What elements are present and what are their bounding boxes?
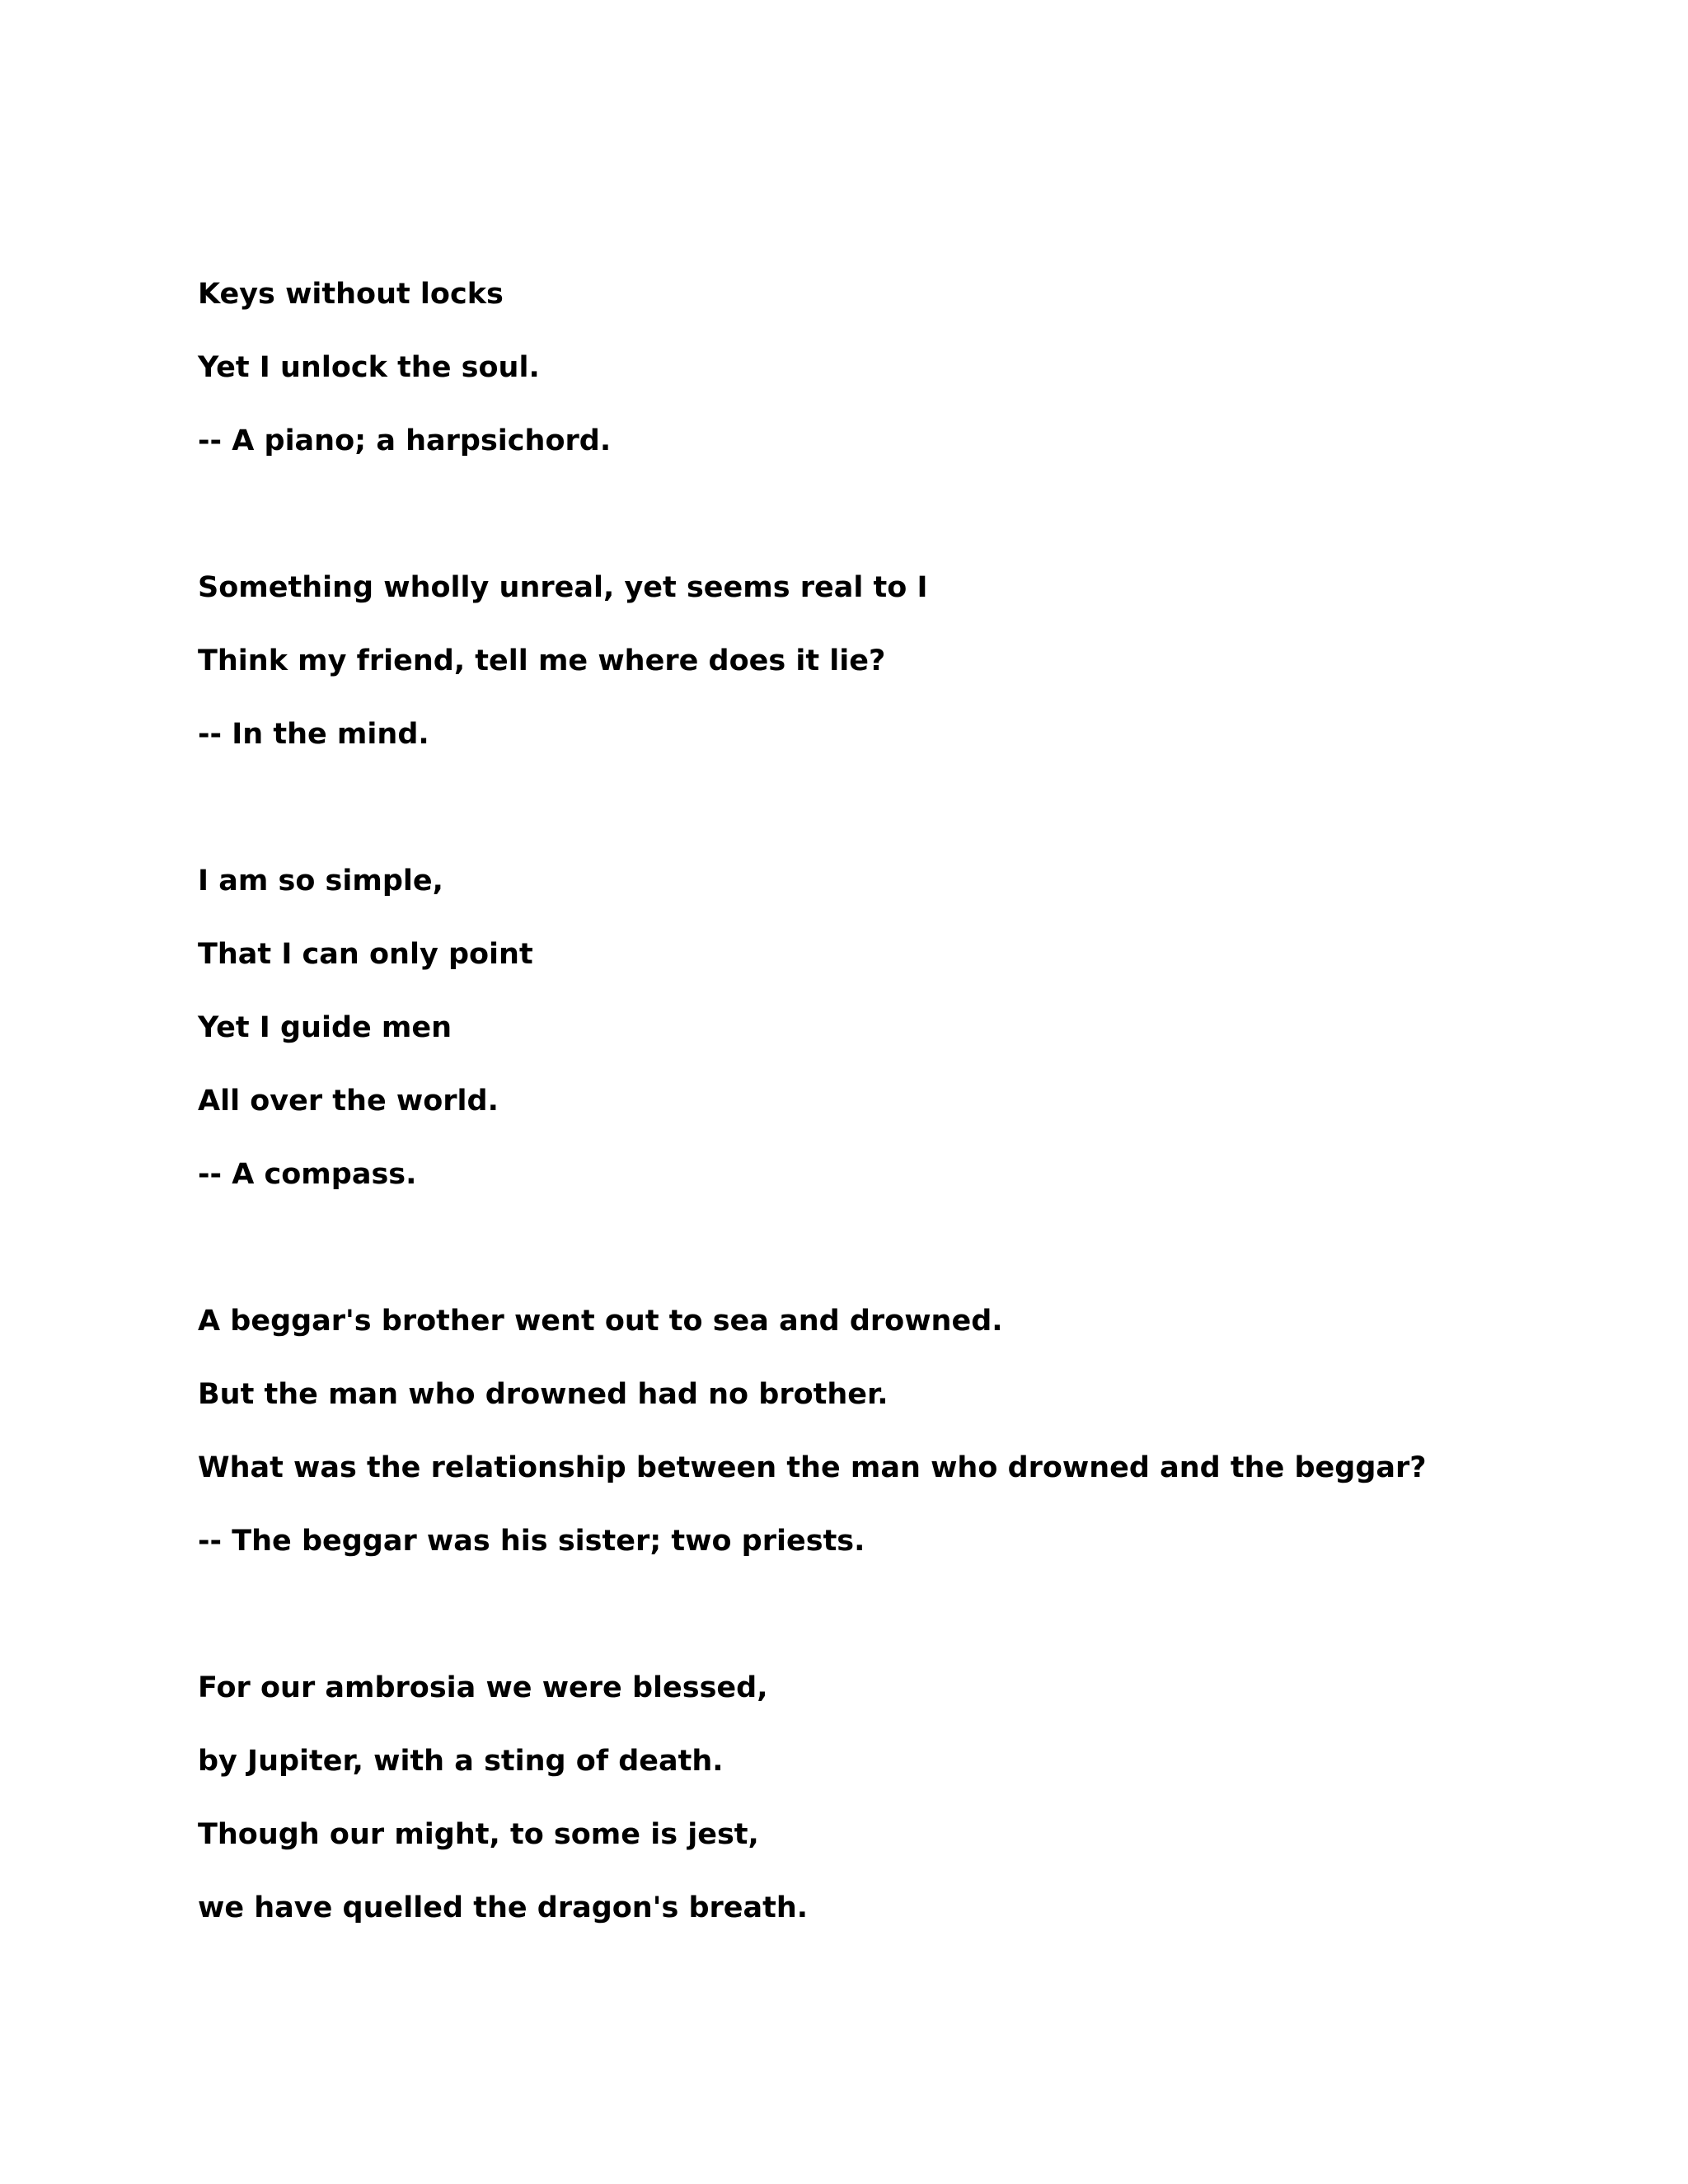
riddle-line: All over the world. [198,1084,499,1118]
riddle-line: by Jupiter, with a sting of death. [198,1744,724,1778]
riddle-line: Something wholly unreal, yet seems real to I [198,570,928,604]
riddle-block [198,844,1599,1211]
riddle-answer: -- In the mind. [198,717,429,751]
riddle-line: That I can only point [198,937,533,971]
riddle-answer: -- A piano; a harpsichord. [198,424,612,457]
riddle-block [198,1284,1599,1577]
riddle-line: A beggar's brother went out to sea and drowned. [198,1304,1003,1338]
riddle-line: For our ambrosia we were blessed, [198,1671,768,1704]
riddle-line: But the man who drowned had no brother. [198,1377,889,1411]
riddle-block [198,1651,1599,1944]
riddle-block [198,551,1599,771]
riddle-line: Yet I guide men [198,1010,452,1044]
riddle-block [198,257,1599,477]
document-body [198,257,1599,1944]
riddle-line: Yet I unlock the soul. [198,350,540,384]
riddle-line: we have quelled the dragon's breath. [198,1891,809,1924]
riddle-line: Keys without locks [198,277,504,311]
riddle-answer: -- The beggar was his sister; two priests. [198,1524,865,1558]
riddle-line: Though our might, to some is jest, [198,1817,759,1851]
riddle-line: What was the relationship between the man who drowned and the beggar? [198,1451,1427,1484]
riddle-line: I am so simple, [198,864,443,898]
riddle-answer: -- A compass. [198,1157,417,1191]
riddle-line: Think my friend, tell me where does it lie? [198,644,886,677]
